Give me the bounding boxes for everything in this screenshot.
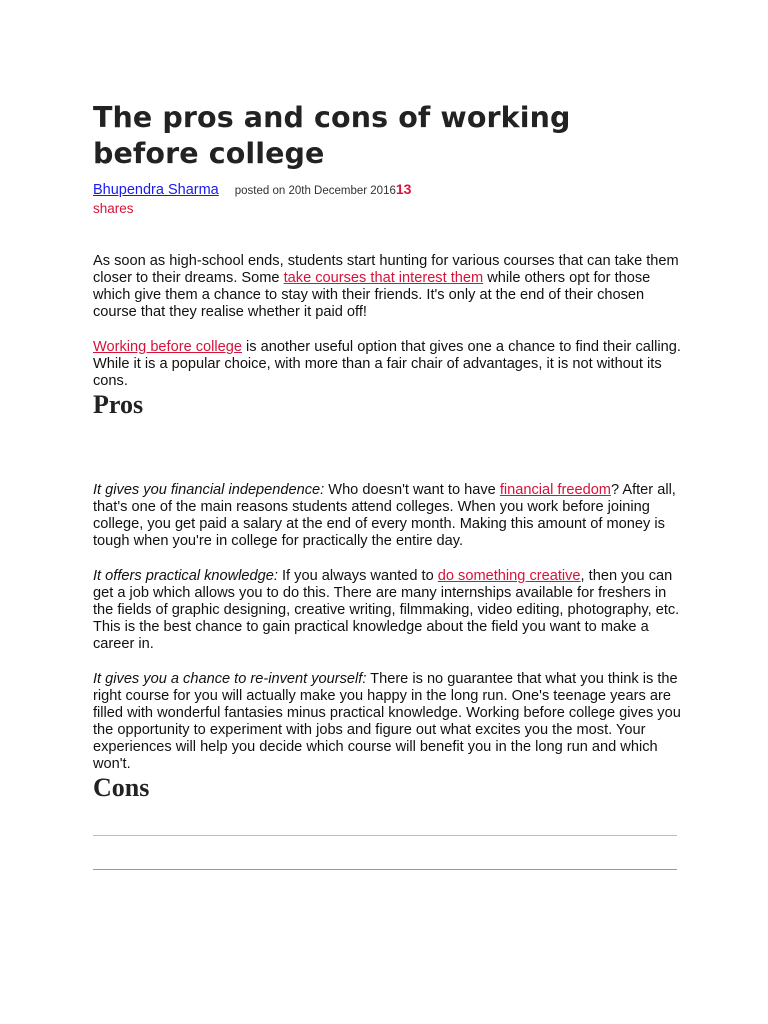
posted-date: posted on 20th December 2016 [234, 185, 396, 197]
intro-text: is another useful option that gives one a chance to find their calling. While it is a popular choice, with more than a fair chair of advantages, it is not without its cons. [93, 339, 681, 389]
share-count: 13 [395, 181, 412, 197]
pros-item-lead: It offers practical knowledge: [93, 568, 278, 584]
pros-item-3 [93, 671, 683, 773]
financial-freedom-link[interactable]: financial freedom [499, 482, 611, 498]
pros-item-2 [93, 568, 683, 653]
pros-item-text: If you always wanted to [277, 568, 438, 584]
do-something-creative-link[interactable]: do something creative [437, 568, 581, 584]
article [93, 100, 683, 870]
pros-item-lead: It gives you financial independence: [93, 482, 325, 498]
article-meta [93, 181, 683, 217]
pros-item-text: There is no guarantee that what you think is the right course for you will actually make you happy in the long run. One's teenage years are filled with wonderful fantasies minus practical knowledge. Working before college gives you the opportunity to experiment with jobs and figure out what excites you the most. Your experiences will help you decide which course will benefit you in the long run and which won't. [93, 671, 681, 772]
divider [93, 835, 677, 836]
pros-item-text: Who doesn't want to have [324, 482, 500, 498]
cons-heading: Cons [93, 773, 150, 802]
pros-item-lead: It gives you a chance to re-invent yourself: [93, 671, 367, 687]
pros-heading: Pros [93, 390, 144, 419]
share-label: shares [93, 201, 134, 216]
pros-item-text: ? After all, that's one of the main reasons students attend colleges. When you work before joining college, you get paid a salary at the end of every month. Making this amount of money is tough when you're in college for practically the entire day. [93, 482, 676, 549]
intro-paragraph-1 [93, 253, 683, 321]
article-title: The pros and cons of working before college [93, 101, 571, 170]
author-link[interactable]: Bhupendra Sharma [93, 182, 219, 198]
pros-item-text: , then you can get a job which allows you to do this. There are many internships available for freshers in the fields of graphic designing, creative writing, filmmaking, video editing, photography, etc. This is the best chance to gain practical knowledge about the field you want to make a career in. [93, 568, 680, 652]
intro-text: while others opt for those which give them a chance to stay with their friends. It's only at the end of their chosen course that they realise whether it paid off! [93, 270, 651, 320]
pros-item-1 [93, 482, 683, 550]
divider [93, 869, 677, 870]
take-courses-link[interactable]: take courses that interest them [283, 270, 484, 286]
intro-text: As soon as high-school ends, students start hunting for various courses that can take them closer to their dreams. Some [93, 253, 679, 286]
intro-paragraph-2 [93, 339, 683, 390]
working-before-college-link[interactable]: Working before college [93, 339, 242, 355]
